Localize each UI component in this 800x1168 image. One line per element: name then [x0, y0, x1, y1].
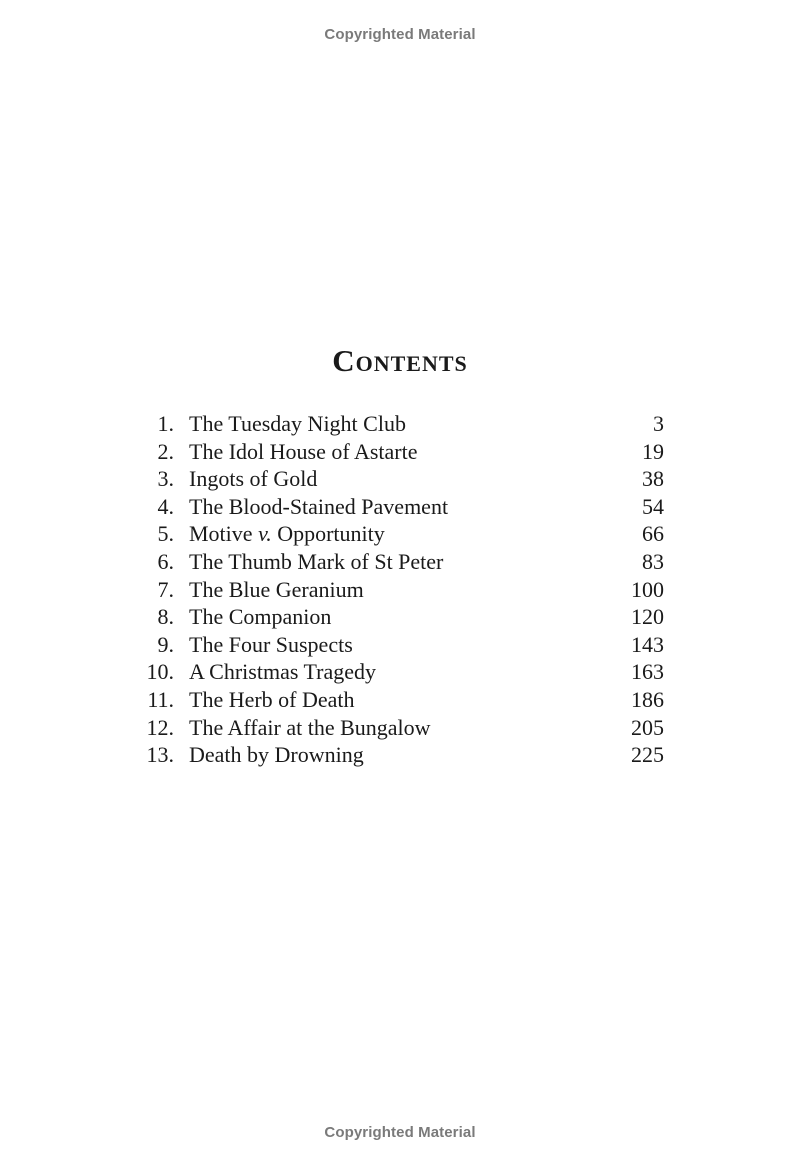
toc-entry-title: The Blood-Stained Pavement	[189, 493, 449, 519]
toc-entry-9[interactable]	[140, 631, 664, 659]
toc-entry-number: 12.	[146, 714, 174, 740]
toc-entry-page: 3	[653, 411, 664, 436]
toc-entry-page: 186	[631, 686, 664, 712]
toc-entry-4[interactable]	[140, 493, 664, 521]
toc-entry-10[interactable]	[140, 658, 664, 686]
toc-entry-13[interactable]	[140, 741, 664, 769]
toc-entry-page: 54	[642, 493, 664, 519]
toc-entry-page: 38	[642, 466, 664, 492]
toc-entry-number: 8.	[157, 604, 174, 630]
toc-entry-6[interactable]	[140, 548, 664, 576]
toc-entry-page: 100	[631, 576, 664, 602]
toc-entry-title-italic: v.	[258, 521, 272, 547]
toc-entry-page: 66	[642, 521, 664, 547]
toc-entry-5[interactable]	[140, 520, 664, 548]
toc-entry-page: 205	[631, 714, 664, 740]
toc-entry-title: The Idol House of Astarte	[189, 438, 418, 464]
toc-entry-number: 6.	[157, 548, 174, 574]
toc-entry-number: 4.	[157, 493, 174, 519]
toc-entry-title: The Blue Geranium	[189, 576, 364, 602]
toc-entry-number: 9.	[157, 631, 174, 657]
table-of-contents	[140, 410, 664, 769]
toc-entry-page: 163	[631, 659, 664, 685]
toc-entry-title	[174, 520, 604, 548]
toc-entry-title: The Thumb Mark of St Peter	[189, 548, 444, 574]
toc-entry-number: 1.	[157, 411, 174, 436]
toc-entry-page: 19	[642, 438, 664, 464]
toc-entry-2[interactable]	[140, 438, 664, 466]
toc-entry-3[interactable]	[140, 465, 664, 493]
toc-entry-title: A Christmas Tragedy	[189, 659, 377, 685]
toc-entry-number: 10.	[146, 659, 174, 685]
toc-entry-7[interactable]	[140, 576, 664, 604]
copyright-watermark-bottom: Copyrighted Material	[324, 1124, 476, 1141]
toc-entry-12[interactable]	[140, 714, 664, 742]
toc-entry-page: 83	[642, 548, 664, 574]
toc-entry-page: 120	[631, 604, 664, 630]
toc-entry-8[interactable]	[140, 603, 664, 631]
toc-entry-1[interactable]	[140, 410, 664, 438]
toc-entry-title: Ingots of Gold	[189, 466, 318, 492]
toc-entry-page: 143	[631, 631, 664, 657]
toc-entry-number: 13.	[146, 742, 174, 768]
toc-entry-title-start: Motive	[189, 521, 259, 547]
toc-entry-title-end: Opportunity	[271, 521, 385, 547]
toc-entry-title: Death by Drowning	[189, 742, 364, 768]
copyright-watermark-top: Copyrighted Material	[324, 26, 476, 43]
toc-entry-page: 225	[631, 742, 664, 768]
toc-entry-11[interactable]	[140, 686, 664, 714]
page-title: Contents	[332, 342, 468, 378]
toc-entry-title: The Companion	[189, 604, 332, 630]
toc-entry-title: The Four Suspects	[189, 631, 353, 657]
toc-entry-title: The Herb of Death	[189, 686, 355, 712]
toc-entry-title: The Affair at the Bungalow	[189, 714, 431, 740]
toc-entry-number: 5.	[157, 521, 174, 547]
toc-entry-number: 11.	[147, 686, 174, 712]
toc-entry-number: 7.	[157, 576, 174, 602]
toc-entry-title: The Tuesday Night Club	[189, 411, 406, 436]
toc-entry-number: 3.	[157, 466, 174, 492]
toc-entry-number: 2.	[157, 438, 174, 464]
